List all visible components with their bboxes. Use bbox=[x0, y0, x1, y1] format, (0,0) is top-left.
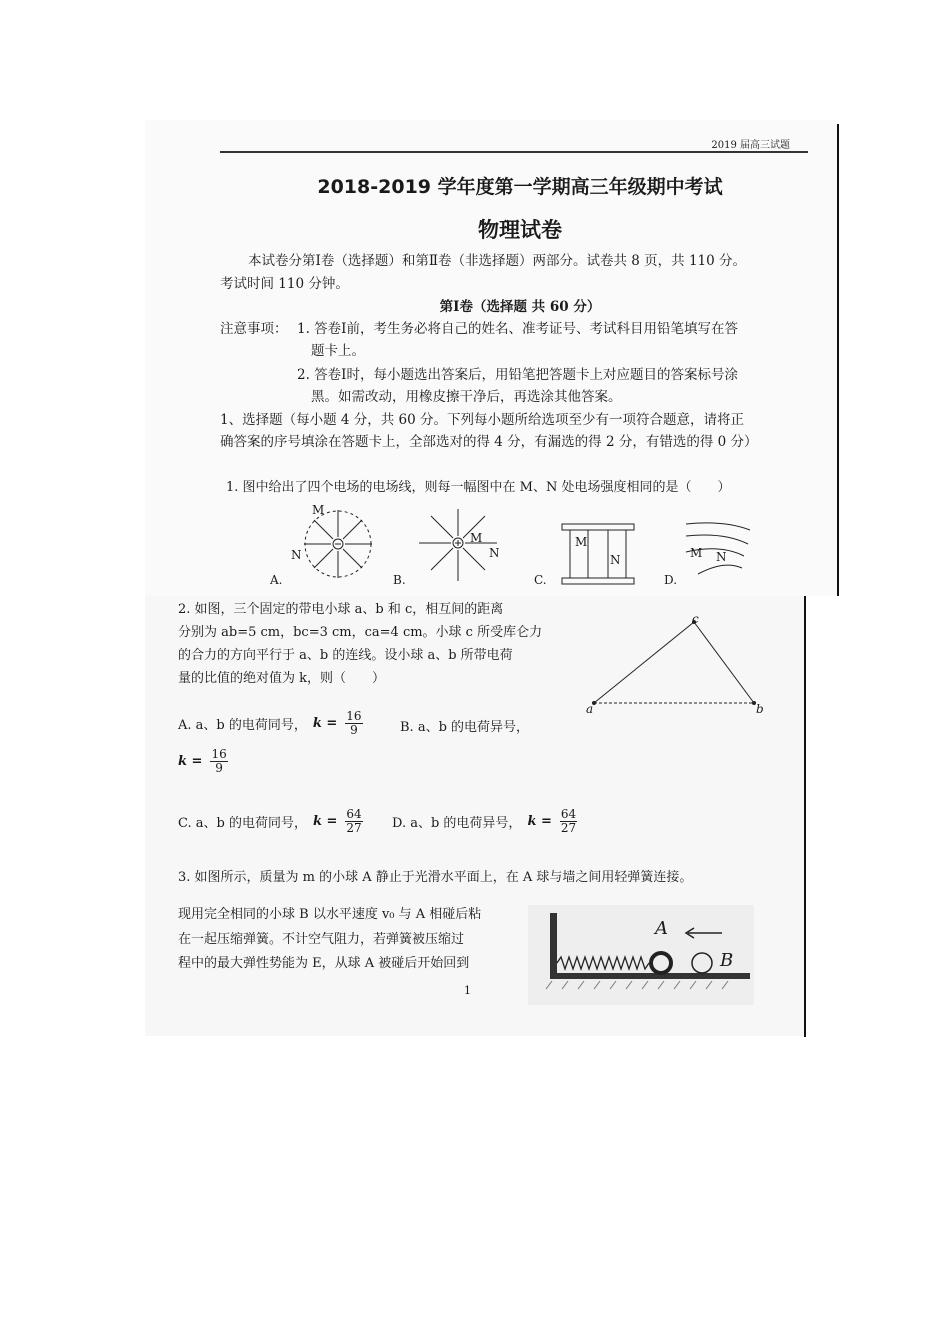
q1-c-label-m: M bbox=[575, 535, 588, 549]
q2-label-a: a bbox=[586, 702, 594, 716]
section-title: 第Ⅰ卷（选择题 共 60 分） bbox=[439, 299, 601, 315]
scan-edge-line bbox=[804, 596, 806, 1037]
q3-line-3: 在一起压缩弹簧。不计空气阻力，若弹簧被压缩过 bbox=[178, 932, 465, 947]
k-symbol: k = bbox=[312, 814, 338, 829]
q1-d-label-n: N bbox=[716, 550, 727, 564]
fraction-16-9 bbox=[345, 710, 362, 737]
q1-b-label-n: N bbox=[489, 546, 500, 560]
instruction-line-1: 1、选择题（每小题 4 分，共 60 分。下列每小题所给选项至少有一项符合题意，请将正 bbox=[220, 412, 745, 428]
frac-den: 9 bbox=[350, 723, 358, 737]
frac-num: 16 bbox=[346, 709, 362, 723]
q1-a-label-m: M bbox=[312, 503, 325, 517]
q2-option-c bbox=[178, 808, 363, 835]
page-number: 1 bbox=[464, 984, 471, 997]
q3-line-4: 程中的最大弹性势能为 E，从球 A 被碰后开始回到 bbox=[178, 956, 470, 971]
frac-den: 9 bbox=[215, 761, 223, 775]
frac-num: 64 bbox=[560, 807, 577, 821]
q1-b-label-m: M bbox=[470, 531, 483, 545]
q2-triangle-figure bbox=[580, 610, 780, 720]
q1-text: 1. 图中给出了四个电场的电场线，则每一幅图中在 M、N 处电场强度相同的是（ ） bbox=[226, 480, 731, 495]
frac-den: 27 bbox=[346, 821, 362, 835]
q2-line-3: 的合力的方向平行于 a、b 的连线。设小球 a、b 所带电荷 bbox=[178, 648, 513, 663]
q2-option-d-text: D. a、b 的电荷异号， bbox=[392, 816, 522, 831]
q1-c-label-n: N bbox=[610, 553, 621, 567]
q2-label-b: b bbox=[756, 702, 764, 716]
notes-item-2: 2. 答卷Ⅰ时，每小题选出答案后，用铅笔把答题卡上对应题目的答案标号涂 bbox=[297, 367, 739, 383]
notes-item-1: 1. 答卷Ⅰ前，考生务必将自己的姓名、准考证号、考试科目用铅笔填写在答 bbox=[297, 321, 739, 337]
q2-option-a bbox=[178, 710, 363, 737]
q1-a-label-n: N bbox=[291, 548, 302, 562]
k-symbol: k = bbox=[178, 754, 203, 769]
frac-den: 27 bbox=[560, 821, 577, 835]
q2-option-b-value bbox=[178, 748, 228, 775]
exam-title: 2018-2019 学年度第一学期高三年级期中考试 bbox=[317, 176, 723, 198]
notes-item-1-cont: 题卡上。 bbox=[311, 343, 365, 359]
notes-label: 注意事项： bbox=[220, 321, 288, 337]
q1-figure-c bbox=[560, 522, 636, 586]
frac-num: 16 bbox=[211, 747, 227, 761]
q2-line-1: 2. 如图，三个固定的带电小球 a、b 和 c，相互间的距离 bbox=[178, 602, 504, 617]
q1-option-b: B. bbox=[393, 573, 406, 587]
intro-line-2: 考试时间 110 分钟。 bbox=[220, 276, 349, 292]
q2-label-c: c bbox=[692, 612, 699, 626]
q2-option-d bbox=[392, 808, 577, 835]
q1-option-a: A. bbox=[270, 573, 283, 587]
fraction-16-9 bbox=[210, 748, 227, 775]
scan-edge-line bbox=[837, 124, 839, 596]
intro-line-1: 本试卷分第Ⅰ卷（选择题）和第Ⅱ卷（非选择题）两部分。试卷共 8 页，共 110 分。 bbox=[248, 253, 747, 269]
q2-line-2: 分别为 ab=5 cm，bc=3 cm，ca=4 cm。小球 c 所受库仑力 bbox=[178, 625, 543, 640]
q3-line-1: 3. 如图所示，质量为 m 的小球 A 静止于光滑水平面上，在 A 球与墙之间用轻弹簧连接。 bbox=[178, 870, 693, 885]
q3-label-b: B bbox=[720, 950, 734, 971]
q1-option-d: D. bbox=[664, 573, 678, 587]
q2-option-a-text: A. a、b 的电荷同号， bbox=[178, 718, 307, 733]
q1-figure-a bbox=[298, 502, 380, 584]
notes-item-2-cont: 黑。如需改动，用橡皮擦干净后，再选涂其他答案。 bbox=[311, 389, 622, 405]
k-symbol: k = bbox=[312, 716, 338, 731]
instruction-line-2: 确答案的序号填涂在答题卡上，全部选对的得 4 分，有漏选的得 2 分，有错选的得 0 分） bbox=[220, 434, 758, 450]
q3-line-2: 现用完全相同的小球 B 以水平速度 v₀ 与 A 相碰后粘 bbox=[178, 907, 482, 922]
q1-figure-b bbox=[415, 505, 501, 585]
exam-subtitle: 物理试卷 bbox=[478, 218, 562, 242]
fraction-64-27 bbox=[560, 808, 577, 835]
q2-option-c-text: C. a、b 的电荷同号， bbox=[178, 816, 307, 831]
q1-d-label-m: M bbox=[690, 546, 703, 560]
q1-option-c: C. bbox=[534, 573, 547, 587]
q3-label-a: A bbox=[655, 918, 668, 939]
header-rule bbox=[220, 151, 808, 153]
frac-num: 64 bbox=[346, 807, 362, 821]
fraction-64-27 bbox=[345, 808, 362, 835]
q2-line-4: 量的比值的绝对值为 k，则（ ） bbox=[178, 671, 386, 686]
q2-option-b: B. a、b 的电荷异号， bbox=[400, 720, 530, 735]
header-tag: 2019 届高三试题 bbox=[711, 140, 790, 151]
k-symbol: k = bbox=[527, 814, 552, 829]
